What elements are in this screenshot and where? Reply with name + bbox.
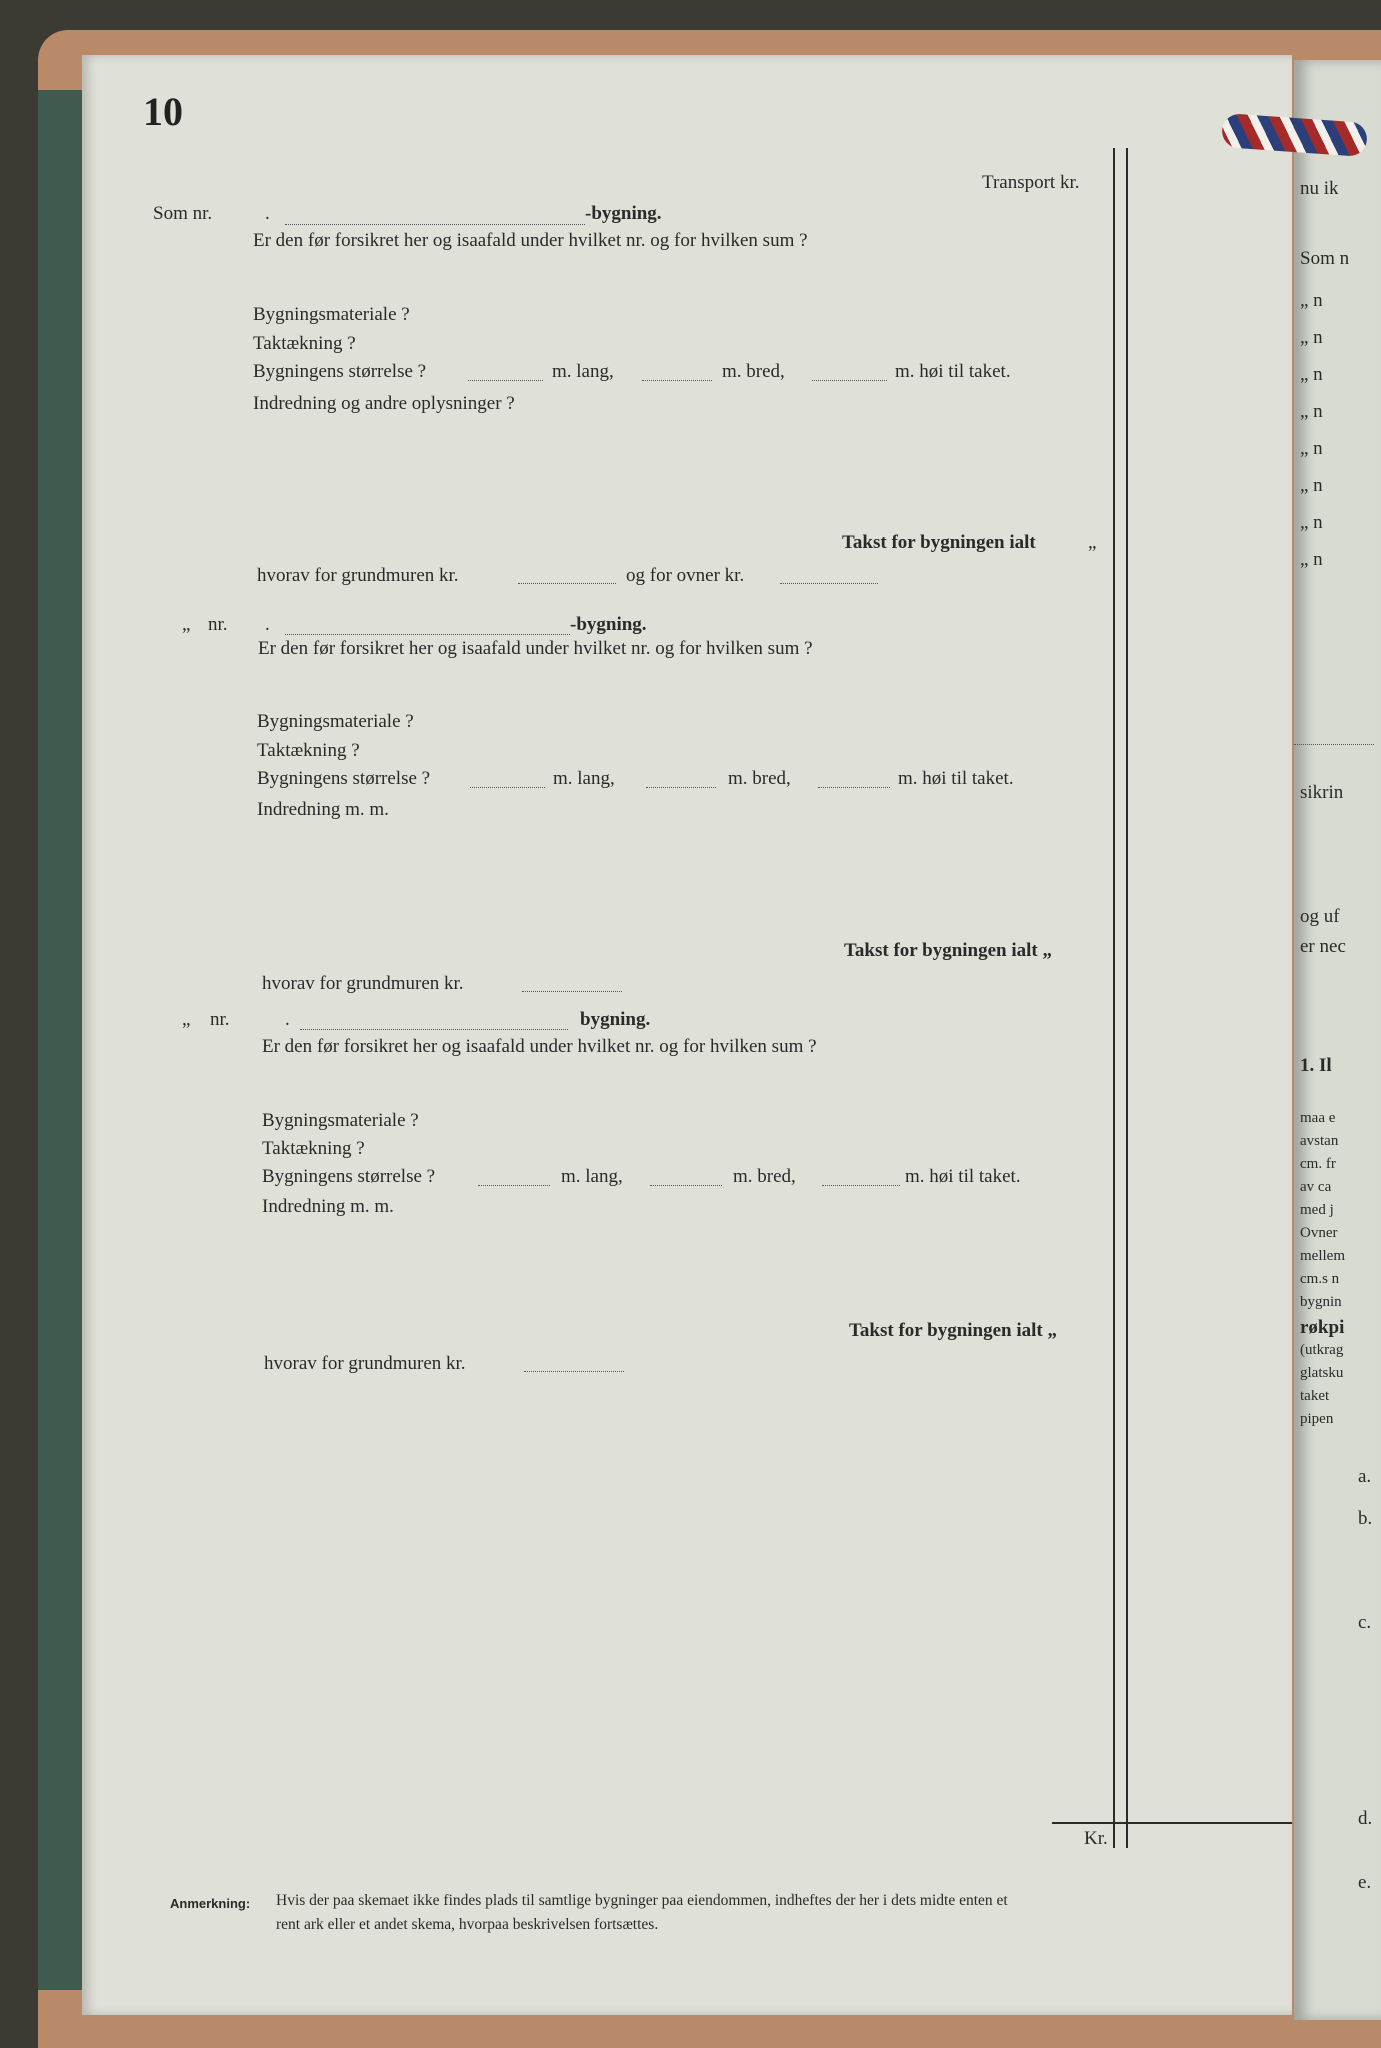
hvorav-label: hvorav for grundmuren kr. — [264, 1353, 466, 1374]
right-text: a. — [1358, 1466, 1372, 1487]
right-text: (utkrag — [1300, 1342, 1344, 1358]
storrelse-label: Bygningens størrelse ? — [257, 768, 431, 789]
bygning-label: bygning. — [580, 1009, 651, 1030]
ovner-field — [780, 583, 878, 584]
right-page — [1294, 60, 1381, 2020]
right-text: med j — [1300, 1202, 1334, 1218]
bygning-label: -bygning. — [570, 614, 647, 635]
right-text: d. — [1358, 1808, 1373, 1829]
length-field — [468, 380, 543, 381]
right-text: nu ik — [1300, 178, 1339, 199]
hoi-label: m. høi til taket. — [895, 361, 1011, 382]
grundmur-field — [518, 583, 616, 584]
som-nr-label: Som nr. — [153, 203, 213, 224]
bygning-field — [285, 634, 570, 635]
column-rule — [1113, 148, 1115, 1848]
bred-label: m. bred, — [728, 768, 791, 789]
bygning-field — [300, 1029, 568, 1030]
right-text: „ n — [1300, 290, 1323, 311]
ovner-label: og for ovner kr. — [626, 565, 745, 586]
right-text: „ n — [1300, 475, 1323, 496]
column-rule — [1126, 148, 1128, 1848]
right-dotted-line — [1294, 744, 1374, 745]
nr-label: nr. — [208, 614, 228, 635]
right-text: „ n — [1300, 327, 1323, 348]
taktaekning-label: Taktækning ? — [253, 333, 356, 354]
height-field — [812, 380, 887, 381]
hoi-label: m. høi til taket. — [905, 1166, 1021, 1187]
taktaekning-label: Taktækning ? — [257, 740, 360, 761]
indredning-label: Indredning og andre oplysninger ? — [253, 393, 515, 414]
hvorav-label: hvorav for grundmuren kr. — [257, 565, 459, 586]
note-line-1: Hvis der paa skemaet ikke findes plads til samtlige bygninger paa eiendommen, indheftes der her i dets midte enten et — [276, 1892, 1008, 1909]
height-field — [818, 787, 890, 788]
right-text: cm. fr — [1300, 1156, 1336, 1172]
storrelse-label: Bygningens størrelse ? — [262, 1166, 436, 1187]
question-label: Er den før forsikret her og isaafald under hvilket nr. og for hvilken sum ? — [262, 1036, 817, 1057]
material-label: Bygningsmateriale ? — [257, 711, 414, 732]
right-text: taket — [1300, 1388, 1330, 1404]
right-text: „ n — [1300, 438, 1323, 459]
width-field — [642, 380, 712, 381]
height-field — [822, 1185, 900, 1186]
right-text: mellem — [1300, 1248, 1345, 1264]
right-text: glatsku — [1300, 1365, 1344, 1381]
ditto-mark: „ — [182, 1009, 191, 1030]
bred-label: m. bred, — [722, 361, 785, 382]
right-text: er nec — [1300, 936, 1346, 957]
question-label: Er den før forsikret her og isaafald under hvilket nr. og for hvilken sum ? — [253, 230, 808, 251]
right-text: bygnin — [1300, 1294, 1342, 1310]
length-field — [470, 787, 545, 788]
right-text: Som n — [1300, 248, 1350, 269]
right-text: „ n — [1300, 364, 1323, 385]
ditto-mark: „ — [182, 614, 191, 635]
width-field — [646, 787, 716, 788]
nr-label: nr. — [210, 1009, 230, 1030]
right-text: c. — [1358, 1612, 1372, 1633]
right-text: e. — [1358, 1872, 1372, 1893]
right-text: cm.s n — [1300, 1271, 1340, 1287]
right-text: maa e — [1300, 1110, 1336, 1126]
taktaekning-label: Taktækning ? — [262, 1138, 365, 1159]
length-field — [478, 1185, 550, 1186]
right-text: b. — [1358, 1508, 1373, 1529]
lang-label: m. lang, — [553, 768, 615, 789]
hoi-label: m. høi til taket. — [898, 768, 1014, 789]
hvorav-label: hvorav for grundmuren kr. — [262, 973, 464, 994]
right-text: „ n — [1300, 401, 1323, 422]
grundmur-field — [522, 991, 622, 992]
right-text: 1. Il — [1300, 1055, 1332, 1076]
right-text: „ n — [1300, 549, 1323, 570]
note-label: Anmerkning: — [170, 1896, 251, 1911]
material-label: Bygningsmateriale ? — [262, 1110, 419, 1131]
question-label: Er den før forsikret her og isaafald under hvilket nr. og for hvilken sum ? — [258, 638, 813, 659]
total-rule — [1052, 1822, 1292, 1824]
right-text: og uf — [1300, 906, 1340, 927]
storrelse-label: Bygningens størrelse ? — [253, 361, 427, 382]
indredning-label: Indredning m. m. — [262, 1196, 394, 1217]
takst-label: Takst for bygningen ialt — [842, 532, 1036, 553]
page-number: 10 — [143, 89, 183, 134]
bred-label: m. bred, — [733, 1166, 796, 1187]
right-text: sikrin — [1300, 782, 1344, 803]
width-field — [650, 1185, 722, 1186]
indredning-label: Indredning m. m. — [257, 799, 389, 820]
right-text: Ovner — [1300, 1225, 1338, 1241]
note-line-2: rent ark eller et andet skema, hvorpaa beskrivelsen fortsættes. — [276, 1916, 659, 1933]
material-label: Bygningsmateriale ? — [253, 304, 410, 325]
right-text: røkpi — [1300, 1317, 1345, 1338]
transport-label: Transport kr. — [982, 172, 1080, 193]
bygning-field — [285, 224, 585, 225]
right-text: „ n — [1300, 512, 1323, 533]
total-label: Kr. — [1084, 1828, 1108, 1849]
right-text: av ca — [1300, 1179, 1332, 1195]
lang-label: m. lang, — [561, 1166, 623, 1187]
lang-label: m. lang, — [552, 361, 614, 382]
bygning-label: -bygning. — [585, 203, 662, 224]
grundmur-field — [524, 1371, 624, 1372]
right-text: pipen — [1300, 1411, 1334, 1427]
takst-label: Takst for bygningen ialt „ — [844, 940, 1052, 961]
takst-label: Takst for bygningen ialt „ — [849, 1320, 1057, 1341]
right-text: avstan — [1300, 1133, 1339, 1149]
